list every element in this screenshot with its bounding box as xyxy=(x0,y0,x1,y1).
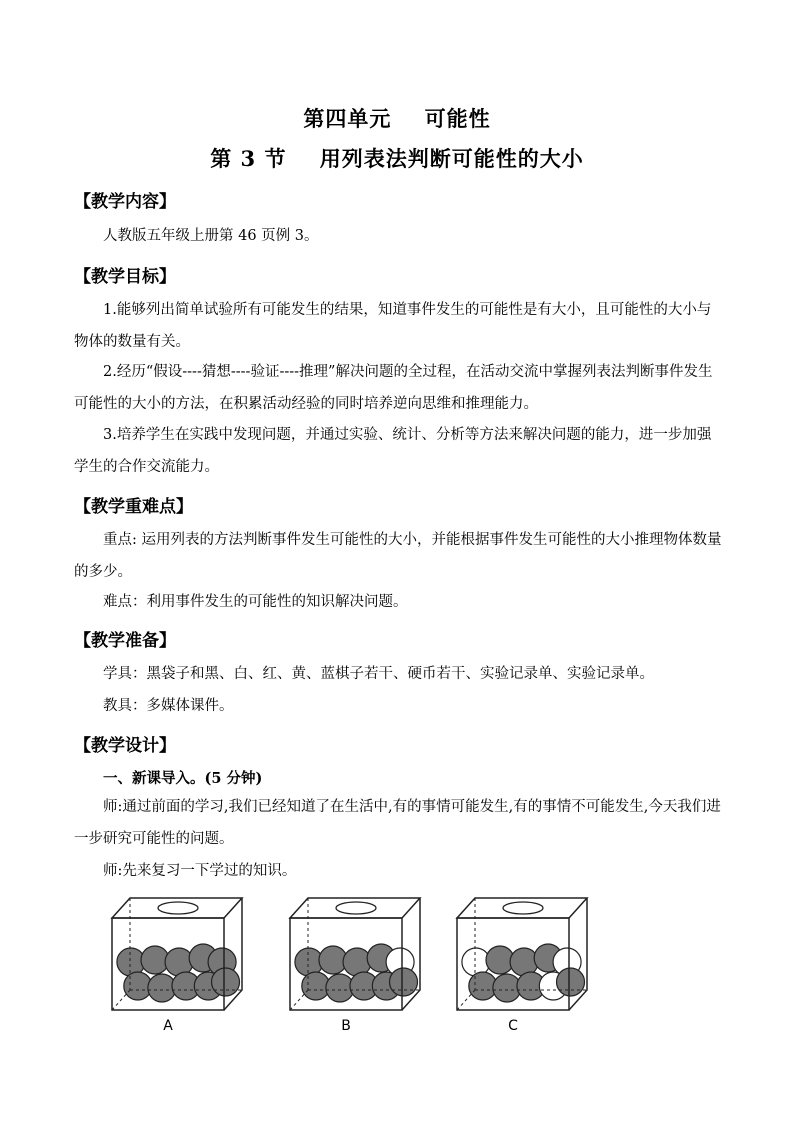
design-heading: 【教学设计】 xyxy=(74,736,176,756)
dark-ball xyxy=(390,968,418,996)
teacher-line-1: 师:通过前面的学习,我们已经知道了在生活中,有的事情可能发生,有的事情不可能发生,今天我们进一步研究可能性的问题。 xyxy=(74,799,721,847)
prep-heading: 【教学准备】 xyxy=(74,631,176,651)
content-heading: 【教学内容】 xyxy=(74,192,176,212)
part1-heading: 一、新课导入。(5 分钟) xyxy=(103,770,263,787)
dark-ball xyxy=(557,968,585,996)
unit-title: 第四单元 可能性 xyxy=(303,106,491,131)
difficult-point: 难点：利用事件发生的可能性的知识解决问题。 xyxy=(103,594,408,610)
ball-boxes-figure xyxy=(100,890,600,1030)
box-label: A xyxy=(163,1018,173,1030)
key-point: 重点: 运用列表的方法判断事件发生可能性的大小，并能根据事件发生可能性的大小推理物体数量的多少。 xyxy=(74,532,722,580)
goals-heading: 【教学目标】 xyxy=(74,267,176,287)
goal-2: 2.经历“假设----猜想----验证----推理”解决问题的全过程，在活动交流中掌握列表法判断事件发生可能性的大小的方法，在积累活动经验的同时培养逆向思维和推理能力。 xyxy=(74,364,713,412)
teacher-line-2: 师:先来复习一下学过的知识。 xyxy=(103,863,297,879)
content-text: 人教版五年级上册第 46 页例 3。 xyxy=(103,228,319,244)
ball-box-1 xyxy=(112,898,242,1030)
student-tools: 学具：黑袋子和黑、白、红、黄、蓝棋子若干、硬币若干、实验记录单、实验记录单。 xyxy=(103,666,654,682)
box-label: C xyxy=(508,1018,518,1030)
goal-1: 1.能够列出简单试验所有可能发生的结果，知道事件发生的可能性是有大小，且可能性的大小与物体的数量有关。 xyxy=(74,302,712,350)
box-label: B xyxy=(341,1018,351,1030)
teacher-tools: 教具：多媒体课件。 xyxy=(103,698,234,714)
lesson-title: 第 3 节 用列表法判断可能性的大小 xyxy=(210,146,584,171)
dark-ball xyxy=(212,968,240,996)
ball-box-3 xyxy=(457,898,587,1030)
ball-box-2 xyxy=(290,898,420,1030)
key-heading: 【教学重难点】 xyxy=(74,497,193,517)
goal-3: 3.培养学生在实践中发现问题，并通过实验、统计、分析等方法来解决问题的能力，进一步加强学生的合作交流能力。 xyxy=(74,427,712,475)
